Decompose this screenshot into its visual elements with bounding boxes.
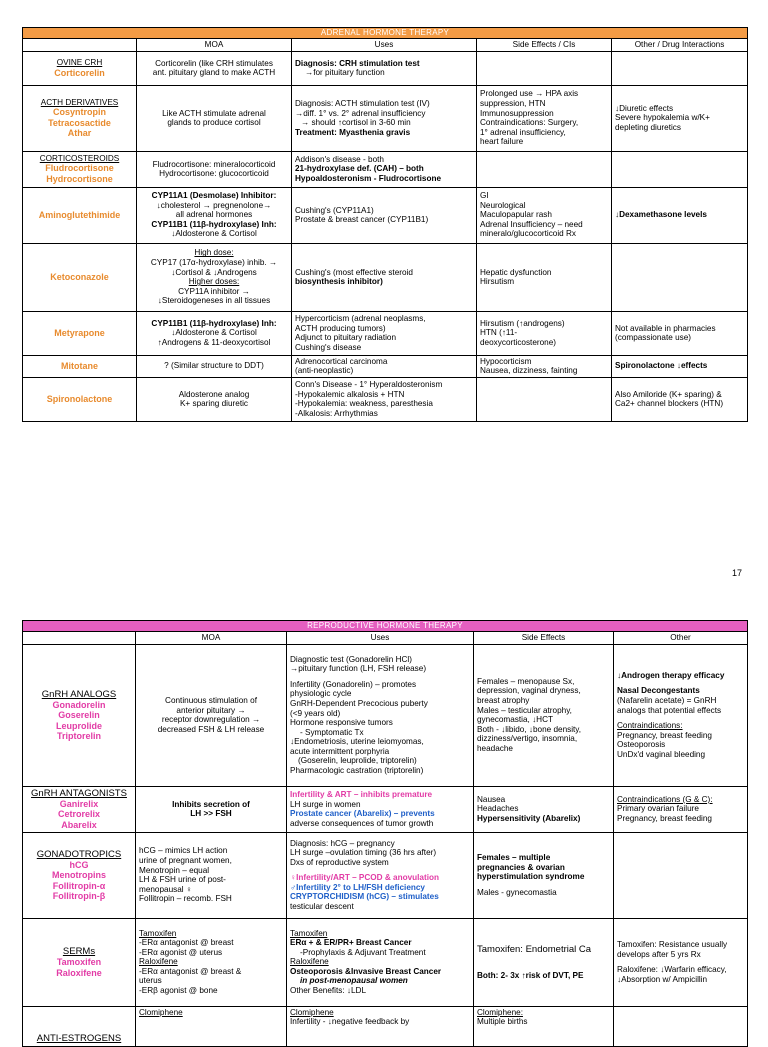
moa-line: LH >> FSH	[190, 809, 232, 819]
other-line: Pregnancy, breast feeding	[617, 730, 712, 740]
uses-line: Dxs of reproductive system	[290, 857, 389, 867]
side-line: 1° adrenal insufficiency,	[480, 127, 566, 137]
side-line: Clomiphene:	[477, 1007, 523, 1017]
side-line: Headaches	[477, 804, 519, 814]
drug-name: Tetracosactide	[48, 117, 111, 128]
uses-line: Prostate cancer (Abarelix) – prevents	[290, 809, 435, 819]
uses-line: Hormone responsive tumors	[290, 718, 393, 728]
table-row	[23, 832, 748, 918]
drug-name: Follitropin-β	[52, 891, 106, 902]
drug-cell	[23, 311, 137, 355]
table-row	[23, 1006, 748, 1046]
reproductive-title: REPRODUCTIVE HORMONE THERAPY	[23, 621, 748, 632]
uses-cell	[287, 786, 474, 832]
uses-line: in post-menopausal women	[300, 976, 408, 986]
uses-cell	[292, 243, 477, 311]
drug-name: Athar	[67, 128, 92, 139]
drug-name: Follitropin-α	[52, 880, 106, 891]
drug-class-label: ACTH DERIVATIVES	[40, 97, 119, 107]
moa-line: -ERβ agonist @ bone	[139, 986, 218, 996]
uses-line: adverse consequences of tumor growth	[290, 818, 434, 828]
side-cell	[477, 151, 612, 187]
moa-cell	[137, 187, 292, 243]
other-cell	[614, 644, 748, 786]
other-line: Nasal Decongestants	[617, 686, 700, 696]
header-other: Other / Drug Interactions	[612, 39, 748, 52]
moa-line: ↓Steroidogeneses in all tissues	[157, 296, 271, 306]
moa-line: LH & FSH urine of post-	[139, 875, 226, 885]
side-line: depression, vaginal dryness,	[477, 686, 581, 696]
drug-name: Mitotane	[61, 360, 98, 371]
drug-cell	[23, 1006, 136, 1046]
side-cell	[474, 1006, 614, 1046]
drug-cell	[23, 355, 137, 377]
side-line: Both - ↓libido, ↓bone density,	[477, 724, 582, 734]
uses-line: ↓Endometriosis, uterine leiomyomas,	[290, 737, 424, 747]
moa-line: decreased FSH & LH release	[157, 724, 265, 734]
moa-line: Higher doses:	[188, 277, 240, 287]
other-cell	[612, 311, 748, 355]
side-line: pregnancies & ovarian	[477, 862, 565, 872]
uses-cell	[287, 1006, 474, 1046]
moa-line: Tamoxifen	[139, 928, 177, 938]
drug-class-label: GnRH ANALOGS	[41, 688, 117, 700]
other-cell	[612, 377, 748, 421]
uses-line: GnRH-Dependent Precocious puberty	[290, 698, 428, 708]
page-number: 17	[731, 568, 742, 578]
moa-line: ? (Similar structure to DDT)	[164, 361, 264, 371]
moa-cell	[136, 1006, 287, 1046]
moa-line: Aldosterone analog	[178, 389, 250, 399]
uses-line: Osteoporosis &Invasive Breast Cancer	[290, 966, 442, 976]
moa-cell	[137, 85, 292, 151]
moa-cell	[137, 243, 292, 311]
side-cell	[474, 918, 614, 1006]
moa-line: CYP11A inhibitor →	[178, 286, 250, 296]
other-cell	[612, 85, 748, 151]
reproductive-table	[22, 620, 748, 1047]
drug-name: Goserelin	[58, 710, 100, 721]
table-row	[23, 377, 748, 421]
uses-line: -Prophylaxis & Adjuvant Treatment	[300, 947, 426, 957]
drug-cell	[23, 644, 136, 786]
side-line: Hirsutism (↑androgens)	[480, 318, 565, 328]
header-moa: MOA	[137, 39, 292, 52]
header-blank	[23, 39, 137, 52]
uses-cell	[292, 355, 477, 377]
uses-line: Infertility (Gonadorelin) – promotes	[290, 679, 417, 689]
moa-line: urine of pregnant women,	[139, 855, 232, 865]
other-cell	[612, 51, 748, 85]
side-line: Prolonged use → HPA axis	[480, 89, 579, 99]
drug-class-label: GnRH ANTAGONISTS	[31, 787, 127, 799]
drug-name: Cosyntropin	[53, 107, 106, 118]
moa-line: Inhibits secretion of	[172, 799, 250, 809]
uses-line: testicular descent	[290, 902, 354, 912]
moa-line: ↑Androgens & 11-deoxycortisol	[157, 337, 271, 347]
drug-name: Raloxifene	[56, 967, 102, 978]
uses-line: Pharmacologic castration (triptorelin)	[290, 766, 424, 776]
other-line: Osteoporosis	[617, 740, 666, 750]
uses-line: Diagnostic test (Gonadorelin HCl)	[290, 654, 412, 664]
moa-line: Hydrocortisone: glucocorticoid	[159, 169, 269, 179]
uses-line: Clomiphene	[290, 1007, 334, 1017]
moa-line: -ERα antagonist @ breast	[139, 938, 234, 948]
moa-cell	[137, 377, 292, 421]
side-line: Males – testicular atrophy,	[477, 705, 572, 715]
moa-line: anterior pituitary →	[176, 705, 246, 715]
side-line: Neurological	[480, 200, 526, 210]
drug-cell	[23, 187, 137, 243]
uses-line: ACTH producing tumors)	[295, 323, 386, 333]
moa-cell	[136, 786, 287, 832]
moa-line: ↓Cortisol & ↓Androgens	[171, 267, 257, 277]
moa-line: menopausal ♀	[139, 884, 193, 894]
side-cell	[474, 644, 614, 786]
moa-line: -ERα agonist @ uterus	[139, 947, 223, 957]
other-line: (compassionate use)	[615, 333, 691, 343]
side-cell	[474, 786, 614, 832]
moa-line: High dose:	[194, 248, 234, 258]
side-cell	[477, 355, 612, 377]
reproductive-header-row	[23, 632, 748, 645]
adrenal-title: ADRENAL HORMONE THERAPY	[23, 28, 748, 39]
side-line: dizziness/vertigo, insomnia,	[477, 734, 578, 744]
side-line: HTN (↑11-	[480, 328, 518, 338]
other-cell	[612, 243, 748, 311]
side-cell	[474, 832, 614, 918]
moa-line: CYP17 (17α-hydroxylase) inhib. →	[150, 257, 278, 267]
drug-name: hCG	[69, 859, 89, 870]
side-line: Nausea, dizziness, fainting	[480, 366, 578, 376]
drug-name: Ganirelix	[59, 798, 99, 809]
side-line: Maculopapular rash	[480, 210, 552, 220]
uses-cell	[292, 187, 477, 243]
uses-line: -Alkalosis: Arrhythmias	[295, 408, 378, 418]
uses-cell	[287, 644, 474, 786]
side-cell	[477, 51, 612, 85]
side-line: hyperstimulation syndrome	[477, 872, 585, 882]
drug-cell	[23, 151, 137, 187]
side-line: deoxycorticosterone)	[480, 337, 556, 347]
uses-line: 21-hydroxylase def. (CAH) – both	[295, 164, 424, 174]
uses-line: Diagnosis: hCG – pregnancy	[290, 838, 395, 848]
moa-line: Like ACTH stimulate adrenal	[162, 108, 266, 118]
side-line: Females – menopause Sx,	[477, 676, 575, 686]
drug-name: Spironolactone	[46, 394, 113, 405]
uses-line: → should ↑cortisol in 3-60 min	[301, 118, 411, 128]
moa-line: all adrenal hormones	[175, 210, 253, 220]
side-line: Adrenal Insufficiency – need	[480, 219, 583, 229]
other-line: Ca2+ channel blockers (HTN)	[615, 399, 724, 409]
moa-line: glands to produce cortisol	[167, 118, 261, 128]
uses-line: Adjunct to pituitary radiation	[295, 333, 397, 343]
header-side-effects: Side Effects / CIs	[477, 39, 612, 52]
uses-line: Conn's Disease - 1° Hyperaldosteronism	[295, 380, 443, 390]
moa-line: Corticorelin (like CRH stimulates	[155, 58, 273, 68]
drug-cell	[23, 85, 137, 151]
drug-name: Fludrocortisone	[45, 163, 114, 174]
header-blank	[23, 632, 136, 645]
side-line: Tamoxifen: Endometrial Ca	[477, 943, 592, 955]
moa-line: uterus	[139, 976, 162, 986]
uses-line: Infertility & ART – inhibits premature	[290, 789, 433, 799]
side-cell	[477, 243, 612, 311]
moa-cell	[137, 51, 292, 85]
moa-cell	[137, 311, 292, 355]
other-line: ↓Dexamethasone levels	[615, 210, 707, 220]
uses-line: Treatment: Myasthenia gravis	[295, 127, 411, 137]
side-line: Hepatic dysfunction	[480, 267, 552, 277]
adrenal-header-row	[23, 39, 748, 52]
other-line: develops after 5 yrs Rx	[617, 949, 701, 959]
moa-line: Continuous stimulation of	[165, 695, 257, 705]
other-line: Severe hypokalemia w/K+	[615, 113, 710, 123]
moa-line: Follitropin – recomb. FSH	[139, 894, 232, 904]
drug-cell	[23, 243, 137, 311]
side-cell	[477, 377, 612, 421]
side-line: breast atrophy	[477, 695, 530, 705]
moa-line: hCG – mimics LH action	[139, 846, 228, 856]
uses-line: CRYPTORCHIDISM (hCG) – stimulates	[290, 892, 439, 902]
side-line	[477, 955, 610, 971]
side-line: Multiple births	[477, 1017, 528, 1027]
moa-cell	[136, 918, 287, 1006]
moa-cell	[137, 355, 292, 377]
side-line: Contraindications: Surgery,	[480, 118, 579, 128]
uses-line: →pituitary function (LH, FSH release)	[290, 664, 427, 674]
moa-line: CYP11B1 (11β-hydroxylase) Inh:	[151, 219, 277, 229]
uses-line: biosynthesis inhibitor)	[295, 277, 383, 287]
table-row	[23, 786, 748, 832]
drug-cell	[23, 832, 136, 918]
other-line: Not available in pharmacies	[615, 323, 716, 333]
table-row	[23, 243, 748, 311]
other-line: ↓Absorption w/ Ampicillin	[617, 974, 708, 984]
moa-line: Clomiphene	[139, 1007, 183, 1017]
drug-name: Gonadorelin	[52, 699, 106, 710]
uses-line: Cushing's (CYP11A1)	[295, 205, 374, 215]
adrenal-table	[22, 27, 748, 422]
side-line: gynecomastia, ↓HCT	[477, 715, 553, 725]
side-line: Females – multiple	[477, 852, 551, 862]
side-line: Both: 2- 3x ↑risk of DVT, PE	[477, 970, 584, 980]
side-line: Males - gynecomastia	[477, 887, 557, 897]
uses-line: Diagnosis: ACTH stimulation test (IV)	[295, 98, 430, 108]
other-line: Contraindications (G & C):	[617, 794, 713, 804]
table-row	[23, 151, 748, 187]
other-line: Primary ovarian failure	[617, 804, 699, 814]
header-uses: Uses	[292, 39, 477, 52]
uses-line: - Symptomatic Tx	[300, 727, 364, 737]
other-line: (Nafarelin acetate) = GnRH	[617, 695, 717, 705]
drug-name: Aminoglutethimide	[38, 209, 121, 220]
moa-cell	[136, 644, 287, 786]
header-other: Other	[614, 632, 748, 645]
uses-line: →for pituitary function	[305, 68, 385, 78]
side-line: headache	[477, 743, 513, 753]
other-line: Pregnancy, breast feeding	[617, 813, 712, 823]
side-line: Hypocorticism	[480, 356, 532, 366]
moa-cell	[136, 832, 287, 918]
other-line: ↓Diuretic effects	[615, 103, 674, 113]
moa-line: Menotropin – equal	[139, 865, 210, 875]
moa-line: CYP11A1 (Desmolase) Inhibitor:	[151, 191, 277, 201]
uses-line: Infertility - ↓negative feedback by	[290, 1017, 410, 1027]
drug-name: Abarelix	[61, 819, 97, 830]
side-line: suppression, HTN	[480, 98, 546, 108]
other-line: depleting diuretics	[615, 122, 681, 132]
side-line: Hypersensitivity (Abarelix)	[477, 813, 581, 823]
other-cell	[614, 786, 748, 832]
header-side-effects: Side Effects	[474, 632, 614, 645]
other-line: Also Amiloride (K+ sparing) &	[615, 389, 722, 399]
moa-cell	[137, 151, 292, 187]
other-cell	[614, 1006, 748, 1046]
drug-name: Triptorelin	[56, 731, 101, 742]
table-row	[23, 918, 748, 1006]
drug-name: Cetrorelix	[57, 809, 101, 820]
table-row	[23, 644, 748, 786]
moa-line: K+ sparing diuretic	[179, 399, 249, 409]
other-cell	[614, 832, 748, 918]
uses-line: acute intermittent porphyria	[290, 746, 390, 756]
other-line: UnDx'd vaginal bleeding	[617, 749, 706, 759]
uses-line: physiologic cycle	[290, 689, 352, 699]
uses-line: ♂Infertility 2° to LH/FSH deficiency	[290, 882, 425, 892]
uses-cell	[292, 377, 477, 421]
header-moa: MOA	[136, 632, 287, 645]
uses-line: -Hypokalemic alkalosis + HTN	[295, 389, 405, 399]
uses-cell	[292, 85, 477, 151]
uses-cell	[292, 151, 477, 187]
drug-cell	[23, 786, 136, 832]
drug-class-label: GONADOTROPICS	[36, 848, 122, 860]
moa-line: ↓cholesterol → pregnenolone→	[156, 200, 272, 210]
uses-cell	[287, 918, 474, 1006]
drug-name: Tamoxifen	[56, 957, 102, 968]
other-line: Spironolactone ↓effects	[615, 361, 708, 371]
moa-line: ant. pituitary gland to make ACTH	[152, 68, 276, 78]
moa-line: CYP11B1 (11β-hydroxylase) Inh:	[151, 318, 277, 328]
other-cell	[614, 918, 748, 1006]
drug-cell	[23, 51, 137, 85]
table-row	[23, 311, 748, 355]
uses-line: (Goserelin, leuprolide, triptorelin)	[298, 756, 417, 766]
uses-line: Diagnosis: CRH stimulation test	[295, 58, 420, 68]
drug-cell	[23, 918, 136, 1006]
uses-line: (anti-neoplastic)	[295, 366, 354, 376]
uses-line: Raloxifene	[290, 957, 329, 967]
uses-line: Prostate & breast cancer (CYP11B1)	[295, 215, 429, 225]
other-line: Contraindications:	[617, 721, 683, 731]
table-row	[23, 51, 748, 85]
uses-line: Other Benefits: ↓LDL	[290, 986, 366, 996]
side-line: Nausea	[477, 794, 506, 804]
other-line: analogs that potential effects	[617, 705, 722, 715]
drug-name: Corticorelin	[54, 67, 105, 78]
uses-line: ♀Infertility/ART – PCOD & anovulation	[290, 873, 439, 883]
uses-line: (<9 years old)	[290, 708, 341, 718]
uses-cell	[287, 832, 474, 918]
moa-line: ↓Aldosterone & Cortisol	[171, 229, 257, 239]
drug-class-label: CORTICOSTEROIDS	[39, 153, 120, 163]
drug-name: Leuprolide	[55, 720, 102, 731]
uses-cell	[292, 311, 477, 355]
drug-name: Menotropins	[52, 870, 106, 881]
drug-class-label: ANTI-ESTROGENS	[36, 1033, 122, 1045]
uses-line: Adrenocortical carcinoma	[295, 356, 388, 366]
uses-line: Hypoaldosteronism - Fludrocortisone	[295, 173, 442, 183]
uses-line: Tamoxifen	[290, 928, 328, 938]
table-row	[23, 355, 748, 377]
uses-line: ERα + & ER/PR+ Breast Cancer	[290, 938, 412, 948]
uses-line: →diff. 1° vs. 2° adrenal insufficiency	[295, 108, 426, 118]
side-line: GI	[480, 191, 489, 201]
table-row	[23, 85, 748, 151]
other-cell	[612, 151, 748, 187]
other-line: Raloxifene: ↓Warfarin efficacy,	[617, 965, 727, 975]
drug-class-label: SERMs	[62, 946, 96, 958]
moa-line: Raloxifene	[139, 957, 178, 967]
table-row	[23, 187, 748, 243]
uses-cell	[292, 51, 477, 85]
drug-name: Metyrapone	[54, 327, 105, 338]
other-line: ↓Androgen therapy efficacy	[617, 670, 725, 680]
uses-line: Cushing's disease	[295, 342, 362, 352]
side-line: heart failure	[480, 137, 524, 147]
drug-cell	[23, 377, 137, 421]
uses-line: -Hypokalemia: weakness, paresthesia	[295, 399, 433, 409]
other-cell	[612, 355, 748, 377]
side-line: Hirsutism	[480, 277, 515, 287]
drug-name: Hydrocortisone	[46, 173, 113, 184]
side-line: Immunosuppression	[480, 108, 554, 118]
moa-line: receptor downregulation →	[161, 715, 261, 725]
uses-line: Hypercorticism (adrenal neoplasms,	[295, 313, 426, 323]
uses-line: Cushing's (most effective steroid	[295, 267, 413, 277]
header-uses: Uses	[287, 632, 474, 645]
other-line: Tamoxifen: Resistance usually	[617, 939, 728, 949]
side-cell	[477, 85, 612, 151]
uses-line: Addison's disease - both	[295, 154, 384, 164]
other-cell	[612, 187, 748, 243]
moa-line: ↓Aldosterone & Cortisol	[171, 328, 257, 338]
moa-line: Fludrocortisone: mineralocorticoid	[152, 159, 276, 169]
drug-class-label: OVINE CRH	[56, 58, 103, 68]
uses-line: LH surge in women	[290, 799, 361, 809]
drug-name: Ketoconazole	[50, 271, 109, 282]
uses-line: LH surge –ovulation timing (36 hrs after)	[290, 848, 437, 858]
side-cell	[477, 311, 612, 355]
side-line: mineralo/glucocorticoid Rx	[480, 229, 577, 239]
side-cell	[477, 187, 612, 243]
moa-line: -ERα antagonist @ breast &	[139, 966, 242, 976]
